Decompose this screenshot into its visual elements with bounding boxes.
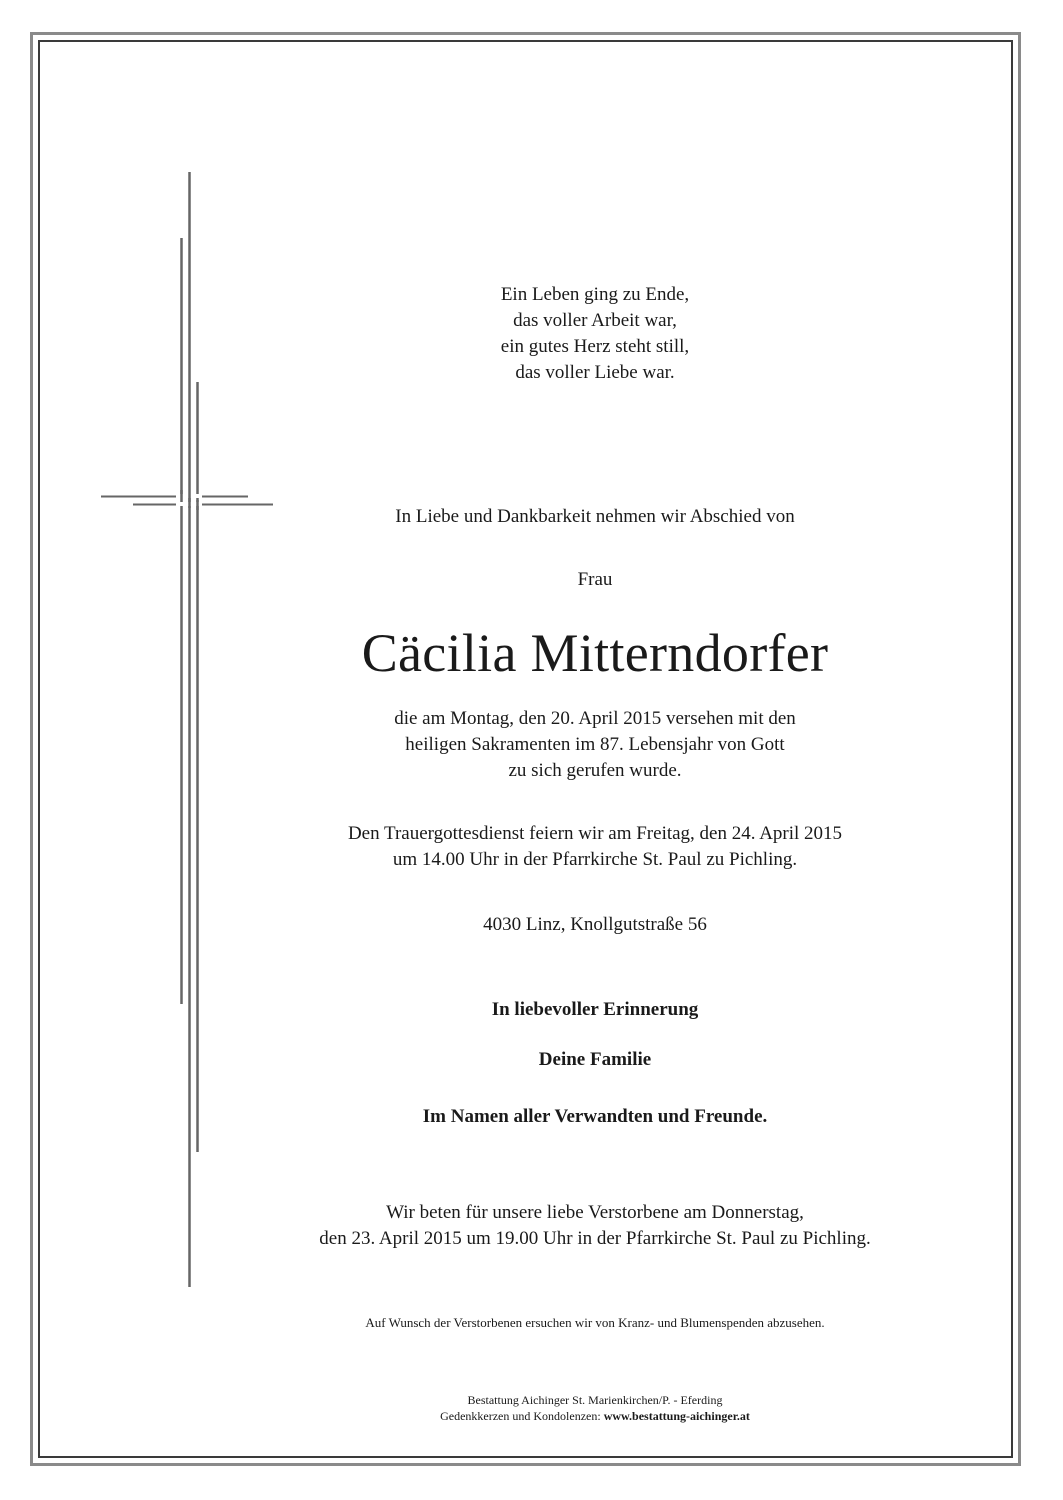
deceased-name: Cäcilia Mitterndorfer	[361, 623, 829, 683]
funeral-service	[270, 821, 920, 873]
footer	[260, 1392, 930, 1424]
poem-line: ein gutes Herz steht still,	[500, 336, 690, 357]
prayer-line: den 23. April 2015 um 19.00 Uhr in der Pfarrkirche St. Paul zu Pichling.	[319, 1228, 871, 1249]
poem-line: das voller Arbeit war,	[513, 310, 677, 331]
website-link[interactable]: www.bestattung-aichinger.at	[603, 1409, 750, 1423]
salutation: Frau	[577, 569, 613, 590]
wish-note: Auf Wunsch der Verstorbenen ersuchen wir von Kranz- und Blumenspenden abzusehen.	[365, 1315, 825, 1330]
funeral-service-line: um 14.00 Uhr in der Pfarrkirche St. Paul zu Pichling.	[392, 849, 798, 870]
poem	[290, 282, 900, 386]
death-notice-line: zu sich gerufen wurde.	[508, 760, 682, 781]
prayer-notice	[260, 1200, 930, 1252]
condolence-label: Gedenkkerzen und Kondolenzen:	[440, 1409, 604, 1423]
death-notice-line: heiligen Sakramenten im 87. Lebensjahr von Gott	[405, 734, 785, 755]
prayer-line: Wir beten für unsere liebe Verstorbene am Donnerstag,	[386, 1202, 804, 1223]
funeral-service-line: Den Trauergottesdienst feiern wir am Freitag, den 24. April 2015	[347, 823, 843, 844]
death-notice	[290, 706, 900, 784]
address: 4030 Linz, Knollgutstraße 56	[483, 914, 707, 935]
farewell-intro: In Liebe und Dankbarkeit nehmen wir Abschied von	[395, 506, 795, 527]
closing-memory: In liebevoller Erinnerung	[491, 999, 699, 1020]
condolence-line	[260, 1408, 930, 1424]
undertaker: Bestattung Aichinger St. Marienkirchen/P. - Eferding	[467, 1393, 723, 1407]
closing-family: Deine Familie	[538, 1049, 652, 1070]
death-notice-line: die am Montag, den 20. April 2015 versehen mit den	[394, 708, 796, 729]
poem-line: Ein Leben ging zu Ende,	[500, 284, 690, 305]
closing-relatives: Im Namen aller Verwandten und Freunde.	[422, 1106, 768, 1127]
cross-icon	[0, 0, 300, 1300]
poem-line: das voller Liebe war.	[515, 362, 675, 383]
